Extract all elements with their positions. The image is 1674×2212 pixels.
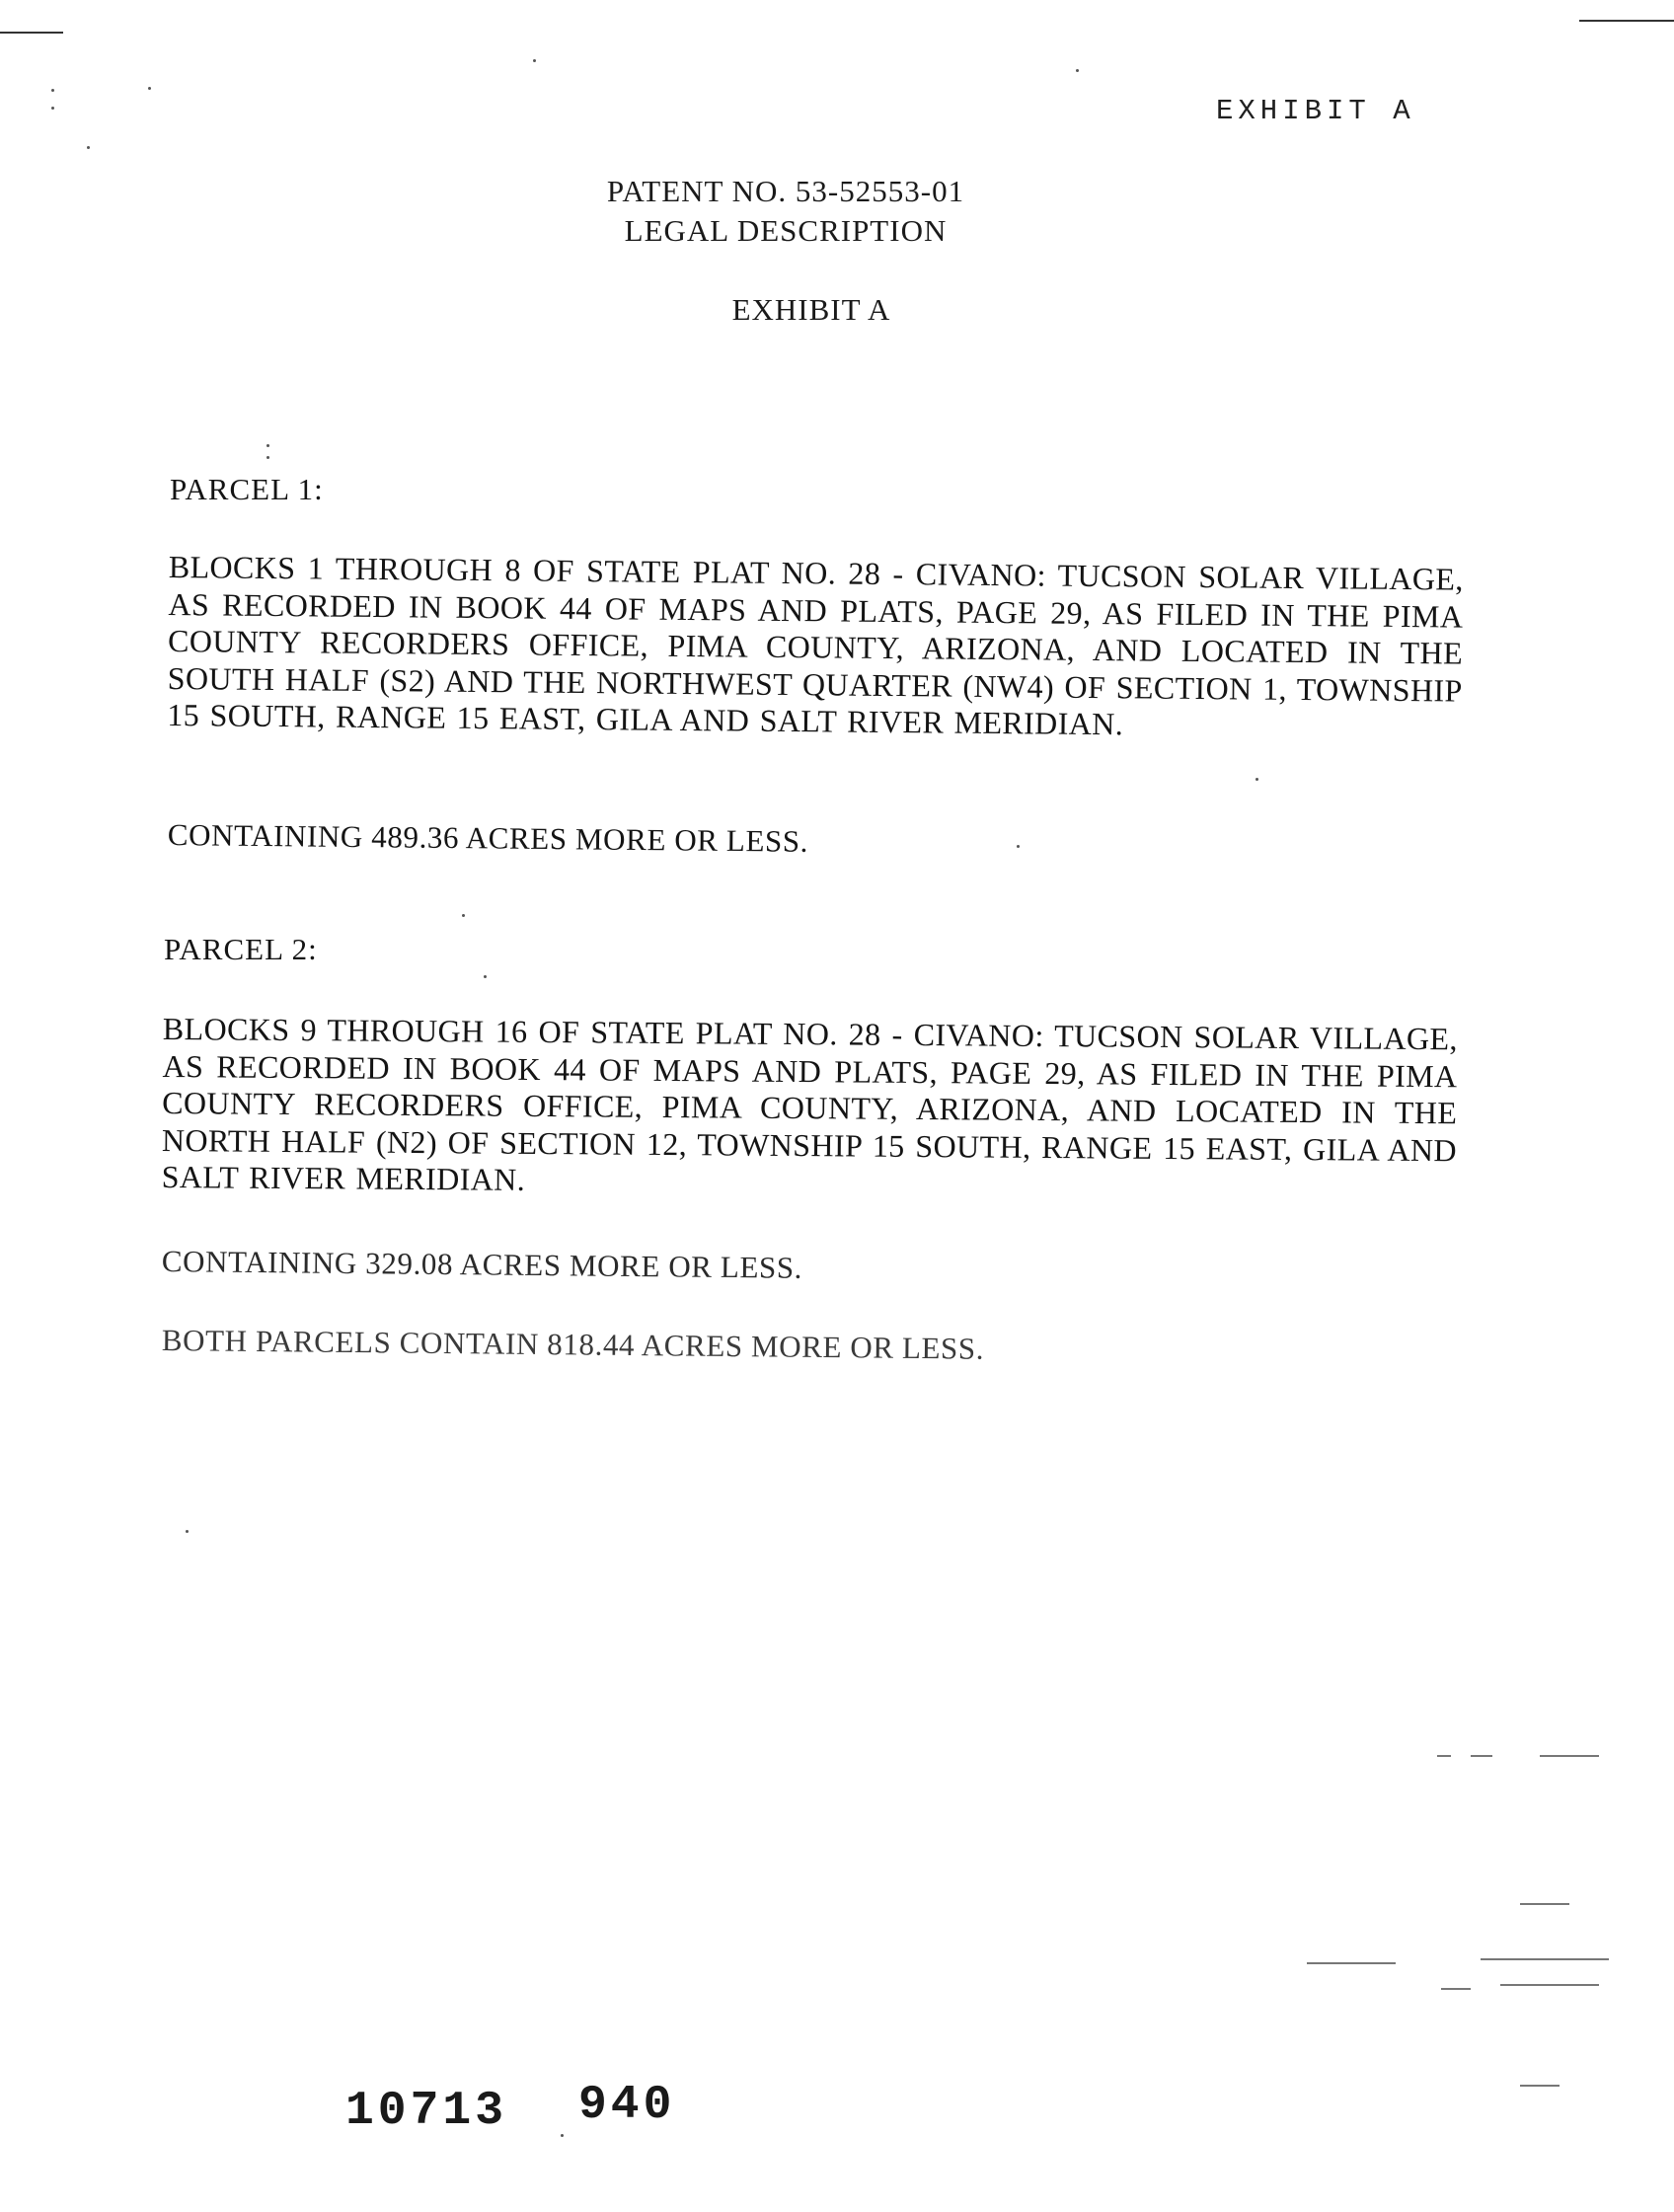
parcel-2-acreage: CONTAINING 329.08 ACRES MORE OR LESS. <box>161 1244 803 1285</box>
scan-noise <box>1307 1962 1396 1964</box>
scan-noise <box>1471 1755 1492 1757</box>
scan-speck <box>51 89 54 92</box>
scan-speck <box>51 107 54 110</box>
legal-description-heading: LEGAL DESCRIPTION <box>624 213 948 248</box>
scan-noise <box>1500 1984 1599 1986</box>
document-number: 10713 <box>345 2085 508 2138</box>
patent-number-heading: PATENT NO. 53-52553-01 <box>606 174 965 208</box>
scan-speck <box>561 2134 564 2137</box>
scan-noise <box>1437 1755 1451 1757</box>
scan-speck <box>1017 845 1020 848</box>
scan-noise <box>1481 1958 1609 1960</box>
total-acreage: BOTH PARCELS CONTAIN 818.44 ACRES MORE OR LESS. <box>161 1323 985 1366</box>
parcel-1-label: PARCEL 1: <box>170 472 324 506</box>
scan-noise <box>1441 1988 1471 1990</box>
scan-speck <box>186 1530 189 1533</box>
scan-speck <box>533 59 536 62</box>
parcel-2-description: BLOCKS 9 THROUGH 16 OF STATE PLAT NO. 28 - CIVANO: TUCSON SOLAR VILLAGE, AS RECORDED IN BOOK 44 OF MAPS AND PLATS, PAGE 29, AS FILED IN THE PIMA COUNTY RECORDERS OFFICE, PIMA COUNTY, ARIZONA, AND LOCATED IN THE NORTH HALF (N2) OF SECTION 12, TOWNSHIP 15 SOUTH, RANGE 15 EAST, GILA AND SALT RIVER MERIDIAN. <box>161 1011 1458 1197</box>
scan-mark-top-right <box>1579 20 1674 22</box>
scan-speck <box>484 975 487 978</box>
exhibit-heading: EXHIBIT A <box>731 292 891 327</box>
parcel-1-description: BLOCKS 1 THROUGH 8 OF STATE PLAT NO. 28 - CIVANO: TUCSON SOLAR VILLAGE, AS RECORDED IN BOOK 44 OF MAPS AND PLATS, PAGE 29, AS FILED IN THE PIMA COUNTY RECORDERS OFFICE, PIMA COUNTY, ARIZONA, AND LOCATED IN THE SOUTH HALF (S2) AND THE NORTHWEST QUARTER (NW4) OF SECTION 1, TOWNSHIP 15 SOUTH, RANGE 15 EAST, GILA AND SALT RIVER MERIDIAN. <box>167 549 1464 742</box>
scan-noise <box>1520 2085 1560 2087</box>
scan-speck <box>266 456 269 459</box>
scan-speck <box>148 87 151 90</box>
scan-speck <box>1256 778 1258 781</box>
parcel-2-label: PARCEL 2: <box>164 932 318 966</box>
scan-speck <box>1076 69 1079 72</box>
scan-noise <box>1540 1755 1599 1757</box>
scan-noise <box>1520 1903 1569 1905</box>
scan-speck <box>462 914 465 917</box>
scan-mark-top-left <box>0 32 63 34</box>
parcel-1-acreage: CONTAINING 489.36 ACRES MORE OR LESS. <box>167 817 809 859</box>
scan-speck <box>266 444 269 447</box>
scan-speck <box>87 146 90 149</box>
exhibit-stamp: EXHIBIT A <box>1216 95 1415 127</box>
page-number: 940 <box>578 2079 676 2132</box>
